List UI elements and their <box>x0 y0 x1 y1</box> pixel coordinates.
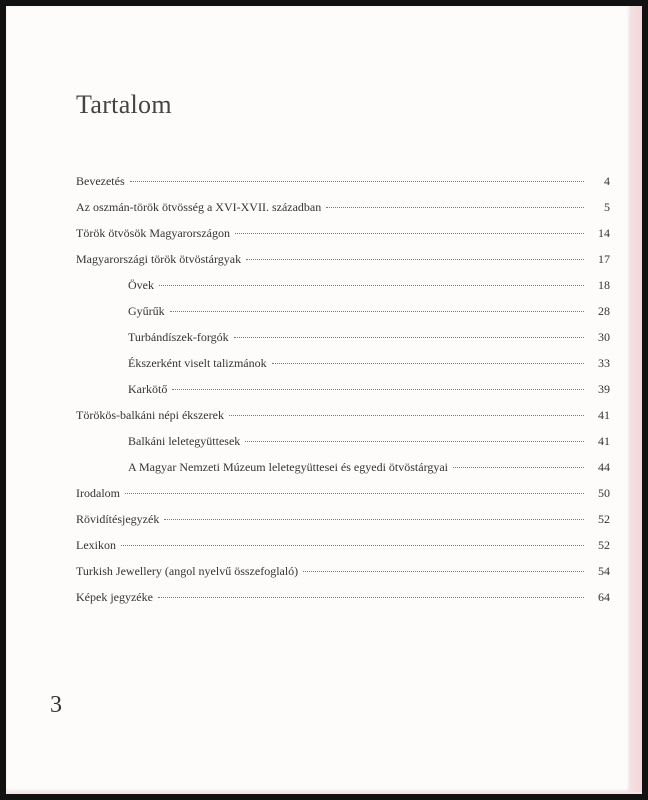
toc-entry-page: 4 <box>604 174 610 188</box>
page-edge <box>630 6 642 792</box>
book-page <box>6 6 630 792</box>
toc-subentry[interactable] <box>76 382 610 408</box>
toc-entry-page: 41 <box>598 434 610 448</box>
toc-entry-label: Képek jegyzéke <box>76 590 153 604</box>
toc-subentry[interactable] <box>76 330 610 356</box>
page-title: Tartalom <box>76 90 172 119</box>
toc-entry-page: 41 <box>598 408 610 422</box>
toc-entry[interactable] <box>76 174 610 200</box>
toc-entry-label: Törökös-balkáni népi ékszerek <box>76 408 224 422</box>
toc-entry-page: 18 <box>598 278 610 292</box>
toc-entry-label: Török ötvösök Magyarországon <box>76 226 230 240</box>
dot-leader <box>453 467 584 468</box>
toc-entry-page: 30 <box>598 330 610 344</box>
toc-entry-page: 64 <box>598 590 610 604</box>
toc-entry-page: 50 <box>598 486 610 500</box>
dot-leader <box>164 519 584 520</box>
toc-entry-page: 17 <box>598 252 610 266</box>
toc-entry-label: Övek <box>128 278 154 292</box>
dot-leader <box>158 597 584 598</box>
toc-entry-label: Rövidítésjegyzék <box>76 512 160 526</box>
toc-entry[interactable] <box>76 408 610 434</box>
table-of-contents <box>76 174 610 616</box>
dot-leader <box>125 493 584 494</box>
toc-entry[interactable] <box>76 252 610 278</box>
dot-leader <box>121 545 584 546</box>
toc-entry[interactable] <box>76 590 610 616</box>
page-number: 3 <box>50 692 62 718</box>
toc-entry-page: 14 <box>598 226 610 240</box>
toc-entry-label: Bevezetés <box>76 174 125 188</box>
toc-entry-label: Irodalom <box>76 486 120 500</box>
toc-entry[interactable] <box>76 486 610 512</box>
toc-entry-label: Ékszerként viselt talizmánok <box>128 356 267 370</box>
dot-leader <box>246 259 584 260</box>
toc-entry-page: 54 <box>598 564 610 578</box>
toc-entry-label: Gyűrűk <box>128 304 165 318</box>
toc-entry-label: Lexikon <box>76 538 116 552</box>
toc-entry[interactable] <box>76 226 610 252</box>
toc-entry-label: Az oszmán-török ötvösség a XVI-XVII. században <box>76 200 322 214</box>
toc-subentry[interactable] <box>76 278 610 304</box>
dot-leader <box>234 337 584 338</box>
toc-entry-label: Karkötő <box>128 382 168 396</box>
dot-leader <box>172 389 584 390</box>
dot-leader <box>229 415 584 416</box>
toc-entry-page: 52 <box>598 512 610 526</box>
toc-subentry[interactable] <box>76 434 610 460</box>
toc-entry[interactable] <box>76 538 610 564</box>
toc-entry-label: Balkáni leletegyüttesek <box>128 434 241 448</box>
toc-entry-label: Turbándíszek-forgók <box>128 330 229 344</box>
toc-entry-page: 28 <box>598 304 610 318</box>
toc-entry-page: 5 <box>604 200 610 214</box>
toc-entry[interactable] <box>76 200 610 226</box>
dot-leader <box>159 285 584 286</box>
toc-entry[interactable] <box>76 564 610 590</box>
toc-entry-page: 39 <box>598 382 610 396</box>
dot-leader <box>130 181 584 182</box>
dot-leader <box>326 207 584 208</box>
toc-entry-label: Turkish Jewellery (angol nyelvű összefoglaló) <box>76 564 299 578</box>
toc-entry[interactable] <box>76 512 610 538</box>
toc-subentry[interactable] <box>76 356 610 382</box>
dot-leader <box>303 571 584 572</box>
dot-leader <box>272 363 584 364</box>
dot-leader <box>245 441 584 442</box>
toc-entry-label: A Magyar Nemzeti Múzeum leletegyüttesei és egyedi ötvöstárgyai <box>128 460 449 474</box>
toc-entry-page: 52 <box>598 538 610 552</box>
dot-leader <box>235 233 584 234</box>
toc-entry-page: 44 <box>598 460 610 474</box>
toc-entry-page: 33 <box>598 356 610 370</box>
toc-subentry[interactable] <box>76 460 610 486</box>
dot-leader <box>170 311 584 312</box>
toc-subentry[interactable] <box>76 304 610 330</box>
toc-entry-label: Magyarországi török ötvöstárgyak <box>76 252 242 266</box>
